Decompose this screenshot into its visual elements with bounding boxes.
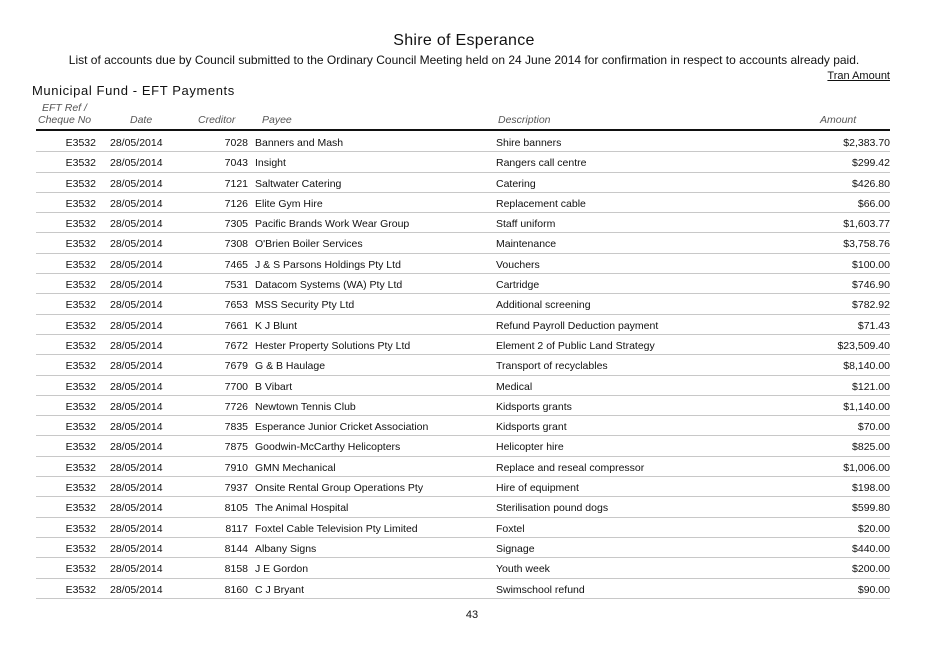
col-payee-header: Payee [262,114,292,126]
table-row [36,538,890,558]
row-payee: C J Bryant [255,583,305,596]
row-amount: $746.90 [852,279,890,292]
row-date: 28/05/2014 [110,279,163,292]
row-description: Transport of recyclables [496,360,608,373]
row-amount: $3,758.76 [843,238,890,251]
row-creditor: 7028 [224,137,248,149]
row-amount: $90.00 [857,583,890,596]
row-description: Hire of equipment [496,482,579,495]
row-date: 28/05/2014 [110,197,163,210]
col-description-header: Description [498,114,551,126]
row-creditor: 7661 [224,319,248,332]
row-payee: Goodwin-McCarthy Helicopters [255,441,401,454]
row-description: Refund Payroll Deduction payment [496,319,659,332]
row-date: 28/05/2014 [110,502,163,515]
tran-amount-label: Tran Amount [827,70,890,82]
row-payee: Hester Property Solutions Pty Ltd [255,339,411,352]
table-row [36,213,890,233]
row-ref: E3532 [65,258,96,271]
row-description: Signage [496,542,535,555]
row-amount: $599.80 [852,502,890,515]
row-creditor: 7121 [224,177,248,190]
table-row [36,416,890,436]
row-payee: Esperance Junior Cricket Association [255,421,429,434]
row-date: 28/05/2014 [110,563,163,576]
row-date: 28/05/2014 [110,461,163,474]
col-ref-header-line2: Cheque No [38,114,92,126]
row-description: Sterilisation pound dogs [496,502,609,515]
row-ref: E3532 [65,461,96,474]
row-creditor: 7305 [224,218,248,231]
col-amount-header: Amount [820,114,857,126]
row-payee: B Vibart [255,380,293,393]
row-date: 28/05/2014 [110,258,163,271]
table-row [36,558,890,578]
row-date: 28/05/2014 [110,137,163,149]
row-description: Foxtel [496,522,525,535]
row-payee: K J Blunt [255,319,298,332]
col-date-header: Date [130,114,153,126]
row-ref: E3532 [65,441,96,454]
table-row [36,457,890,477]
row-payee: Insight [255,157,286,170]
row-creditor: 7910 [224,461,248,474]
row-date: 28/05/2014 [110,177,163,190]
row-description: Rangers call centre [496,157,587,170]
row-ref: E3532 [65,522,96,535]
table-row [36,335,890,355]
row-ref: E3532 [65,157,96,170]
row-description: Swimschool refund [496,583,585,596]
row-ref: E3532 [65,380,96,393]
row-description: Cartridge [496,279,540,292]
document-subtitle: List of accounts due by Council submitted to the Ordinary Council Meeting held on 24 June 2014 for confirmation in respect to accounts already paid. [68,53,860,67]
row-creditor: 8160 [224,583,248,596]
row-creditor: 7653 [224,299,248,312]
table-row [36,254,890,274]
table-row [36,152,890,172]
row-amount: $782.92 [852,299,890,312]
table-row [36,396,890,416]
row-date: 28/05/2014 [110,400,163,413]
row-payee: J E Gordon [255,563,309,576]
row-date: 28/05/2014 [110,339,163,352]
table-row [36,477,890,497]
header-rule [36,129,890,131]
row-ref: E3532 [65,360,96,373]
row-creditor: 7672 [224,339,248,352]
row-date: 28/05/2014 [110,441,163,454]
table-row [36,274,890,294]
row-ref: E3532 [65,339,96,352]
row-date: 28/05/2014 [110,583,163,596]
row-amount: $825.00 [852,441,890,454]
row-ref: E3532 [65,421,96,434]
row-amount: $20.00 [857,522,890,535]
row-description: Additional screening [496,299,591,312]
row-date: 28/05/2014 [110,542,163,555]
row-date: 28/05/2014 [110,319,163,332]
row-ref: E3532 [65,218,96,231]
col-ref-header-line1: EFT Ref / [42,102,87,114]
row-amount: $200.00 [852,563,890,576]
table-row [36,518,890,538]
row-ref: E3532 [65,563,96,576]
row-amount: $121.00 [852,380,890,393]
row-payee: Newtown Tennis Club [255,400,356,413]
row-creditor: 7531 [224,279,248,292]
row-amount: $70.00 [857,421,890,434]
row-amount: $66.00 [857,197,890,210]
row-amount: $23,509.40 [837,339,890,352]
row-description: Catering [496,177,536,190]
row-amount: $100.00 [852,258,890,271]
row-payee: Datacom Systems (WA) Pty Ltd [255,279,403,292]
row-creditor: 7937 [224,482,248,495]
row-date: 28/05/2014 [110,299,163,312]
payments-table-body [36,132,890,599]
row-amount: $1,006.00 [843,461,890,474]
row-payee: Albany Signs [255,542,317,555]
row-description: Maintenance [496,238,557,251]
row-creditor: 8117 [225,522,248,535]
row-description: Vouchers [496,258,540,271]
row-payee: Elite Gym Hire [255,197,323,210]
row-payee: Pacific Brands Work Wear Group [255,218,410,231]
row-amount: $440.00 [852,542,890,555]
row-ref: E3532 [65,279,96,292]
row-creditor: 7043 [224,157,248,170]
row-creditor: 7726 [224,400,248,413]
page-number: 43 [465,609,479,621]
row-date: 28/05/2014 [110,380,163,393]
row-payee: Banners and Mash [255,137,344,149]
row-date: 28/05/2014 [110,360,163,373]
row-ref: E3532 [65,299,96,312]
row-payee: J & S Parsons Holdings Pty Ltd [255,258,401,271]
row-creditor: 7308 [224,238,248,251]
row-description: Replace and reseal compressor [496,461,645,474]
table-row [36,233,890,253]
row-amount: $426.80 [852,177,890,190]
row-description: Medical [496,380,533,393]
row-creditor: 8158 [224,563,248,576]
row-creditor: 7875 [224,441,248,454]
row-ref: E3532 [65,400,96,413]
row-payee: GMN Mechanical [255,461,336,474]
row-creditor: 7679 [224,360,248,373]
row-description: Replacement cable [496,197,586,210]
row-payee: Saltwater Catering [255,177,342,190]
row-ref: E3532 [65,583,96,596]
col-creditor-header: Creditor [198,114,236,126]
row-payee: The Animal Hospital [255,502,349,515]
row-description: Youth week [496,563,550,576]
row-payee: Foxtel Cable Television Pty Limited [255,522,418,535]
row-creditor: 7700 [224,380,248,393]
row-amount: $8,140.00 [843,360,890,373]
row-ref: E3532 [65,482,96,495]
table-row [36,193,890,213]
document-title: Shire of Esperance [393,32,535,49]
row-ref: E3532 [65,542,96,555]
row-description: Kidsports grants [496,400,572,413]
row-payee: Onsite Rental Group Operations Pty [255,482,424,495]
table-row [36,355,890,375]
table-row [36,173,890,193]
row-payee: O'Brien Boiler Services [255,238,363,251]
row-creditor: 8144 [224,542,248,555]
row-payee: G & B Haulage [255,360,326,373]
table-row [36,497,890,517]
row-description: Shire banners [496,137,562,149]
table-row [36,436,890,456]
row-ref: E3532 [65,197,96,210]
row-amount: $2,383.70 [843,137,890,149]
row-date: 28/05/2014 [110,218,163,231]
row-ref: E3532 [65,137,96,149]
row-amount: $1,603.77 [843,218,890,231]
row-date: 28/05/2014 [110,482,163,495]
table-row [36,376,890,396]
section-title: Municipal Fund - EFT Payments [32,83,235,98]
row-payee: MSS Security Pty Ltd [255,299,355,312]
row-date: 28/05/2014 [110,238,163,251]
table-row [36,132,890,152]
row-creditor: 8105 [224,502,248,515]
row-date: 28/05/2014 [110,421,163,434]
row-amount: $1,140.00 [843,400,890,413]
row-creditor: 7835 [224,421,248,434]
row-description: Helicopter hire [496,441,564,454]
row-date: 28/05/2014 [110,522,163,535]
row-description: Element 2 of Public Land Strategy [496,339,655,352]
row-ref: E3532 [65,177,96,190]
row-ref: E3532 [65,238,96,251]
row-ref: E3532 [65,319,96,332]
row-amount: $71.43 [857,319,890,332]
table-row [36,315,890,335]
row-amount: $198.00 [852,482,890,495]
row-description: Kidsports grant [496,421,567,434]
row-date: 28/05/2014 [110,157,163,170]
row-amount: $299.42 [852,157,890,170]
table-row [36,579,890,599]
table-row [36,294,890,314]
row-creditor: 7126 [224,197,248,210]
row-ref: E3532 [65,502,96,515]
row-description: Staff uniform [496,218,556,231]
row-creditor: 7465 [224,258,248,271]
